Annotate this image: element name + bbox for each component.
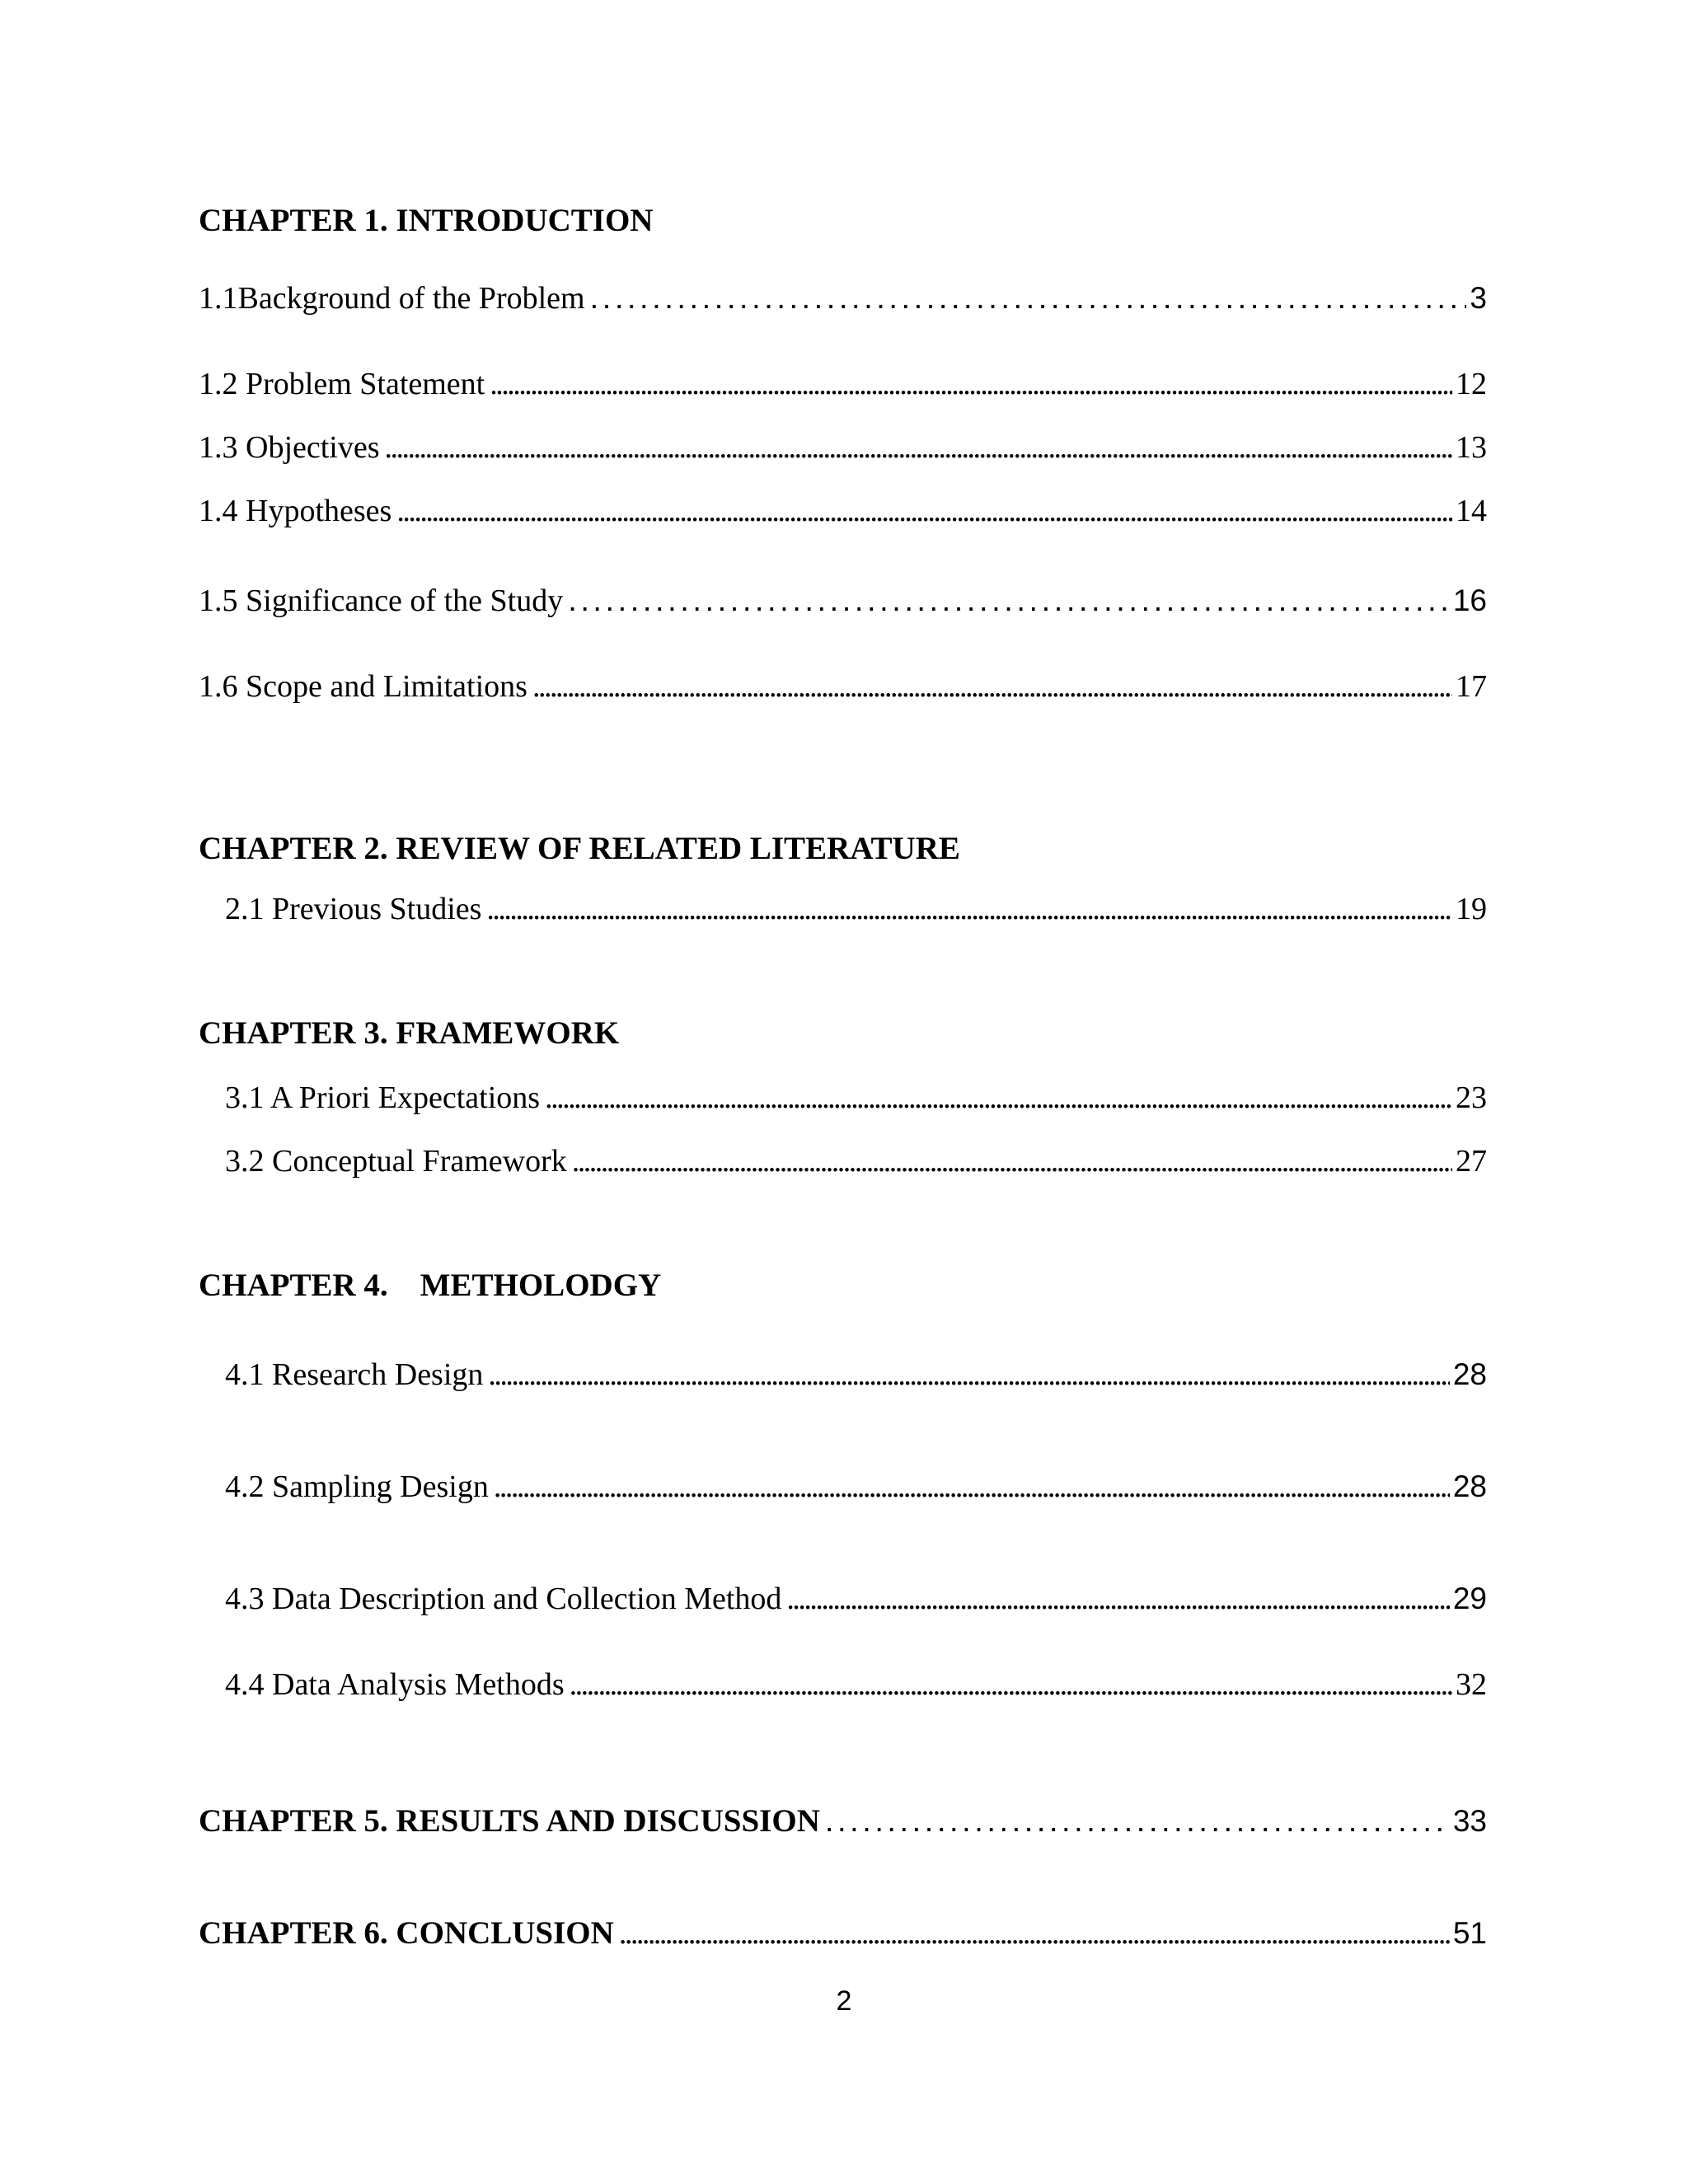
toc-entry-page: 13 <box>1456 430 1487 465</box>
toc-entry-2-1[interactable] <box>225 886 1487 929</box>
dot-leader <box>568 581 1450 621</box>
toc-entry-page: 12 <box>1456 367 1487 401</box>
toc-entry-page: 19 <box>1456 892 1487 926</box>
dot-leader <box>590 279 1467 318</box>
chapter-1-heading: CHAPTER 1. INTRODUCTION <box>199 203 654 238</box>
toc-entry-1-2[interactable] <box>199 361 1487 404</box>
toc-entry-page: 33 <box>1452 1804 1487 1838</box>
dot-leader <box>385 428 1452 467</box>
chapter-3-heading: CHAPTER 3. FRAMEWORK <box>199 1015 620 1051</box>
dot-leader <box>570 1665 1452 1704</box>
toc-entry-label: 4.3 Data Description and Collection Method <box>225 1582 782 1616</box>
toc-entry-page: 23 <box>1456 1080 1487 1115</box>
toc-entry-4-4[interactable] <box>225 1661 1487 1704</box>
toc-entry-3-2[interactable] <box>225 1138 1487 1181</box>
toc-entry-chapter-6[interactable] <box>199 1910 1487 1953</box>
toc-entry-label: 4.4 Data Analysis Methods <box>225 1667 565 1702</box>
toc-entry-label: 2.1 Previous Studies <box>225 892 482 926</box>
toc-entry-label: 1.3 Objectives <box>199 430 380 465</box>
toc-entry-page: 32 <box>1456 1667 1487 1702</box>
toc-entry-label: 4.2 Sampling Design <box>225 1469 489 1504</box>
toc-entry-label: 1.5 Significance of the Study <box>199 583 564 618</box>
toc-entry-label: 1.6 Scope and Limitations <box>199 669 528 704</box>
toc-entry-label: 4.1 Research Design <box>225 1357 484 1392</box>
toc-entry-4-1[interactable] <box>225 1352 1487 1394</box>
toc-entry-label: 3.1 A Priori Expectations <box>225 1080 541 1115</box>
toc-entry-page: 27 <box>1456 1144 1487 1179</box>
toc-entry-1-6[interactable] <box>199 663 1487 706</box>
chapter-2-heading: CHAPTER 2. REVIEW OF RELATED LITERATURE <box>199 831 960 866</box>
dot-leader <box>545 1078 1452 1118</box>
toc-entry-label: CHAPTER 5. RESULTS AND DISCUSSION <box>199 1803 820 1839</box>
toc-entry-chapter-5[interactable] <box>199 1798 1487 1841</box>
toc-entry-page: 28 <box>1452 1469 1487 1503</box>
toc-entry-label: 1.2 Problem Statement <box>199 367 485 401</box>
toc-entry-page: 51 <box>1452 1916 1487 1950</box>
dot-leader <box>825 1802 1450 1841</box>
dot-leader <box>490 364 1452 404</box>
toc-entry-page: 17 <box>1456 669 1487 704</box>
toc-entry-label: CHAPTER 6. CONCLUSION <box>199 1915 614 1951</box>
toc-entry-4-2[interactable] <box>225 1464 1487 1507</box>
toc-entry-page: 14 <box>1456 494 1487 528</box>
dot-leader <box>494 1467 1450 1507</box>
chapter-4-heading: CHAPTER 4. METHOLODGY <box>199 1268 662 1303</box>
page-number: 2 <box>836 1985 852 2017</box>
dot-leader <box>486 889 1452 929</box>
toc-entry-page: 3 <box>1470 281 1487 315</box>
toc-entry-page: 16 <box>1452 583 1487 617</box>
toc-entry-1-4[interactable] <box>199 488 1487 531</box>
dot-leader <box>572 1141 1452 1181</box>
dot-leader <box>786 1579 1449 1619</box>
toc-entry-label: 1.4 Hypotheses <box>199 494 392 528</box>
toc-entry-label: 3.2 Conceptual Framework <box>225 1144 567 1179</box>
toc-entry-label: 1.1Background of the Problem <box>199 281 585 316</box>
toc-entry-4-3[interactable] <box>225 1576 1487 1619</box>
dot-leader <box>619 1914 1450 1953</box>
toc-entry-page: 29 <box>1452 1582 1487 1615</box>
dot-leader <box>396 491 1452 531</box>
dot-leader <box>488 1355 1449 1394</box>
toc-entry-3-1[interactable] <box>225 1075 1487 1118</box>
toc-entry-page: 28 <box>1452 1357 1487 1391</box>
dot-leader <box>532 667 1452 706</box>
toc-entry-1-3[interactable] <box>199 424 1487 467</box>
toc-entry-1-5[interactable] <box>199 578 1487 621</box>
toc-entry-1-1[interactable] <box>199 275 1487 318</box>
